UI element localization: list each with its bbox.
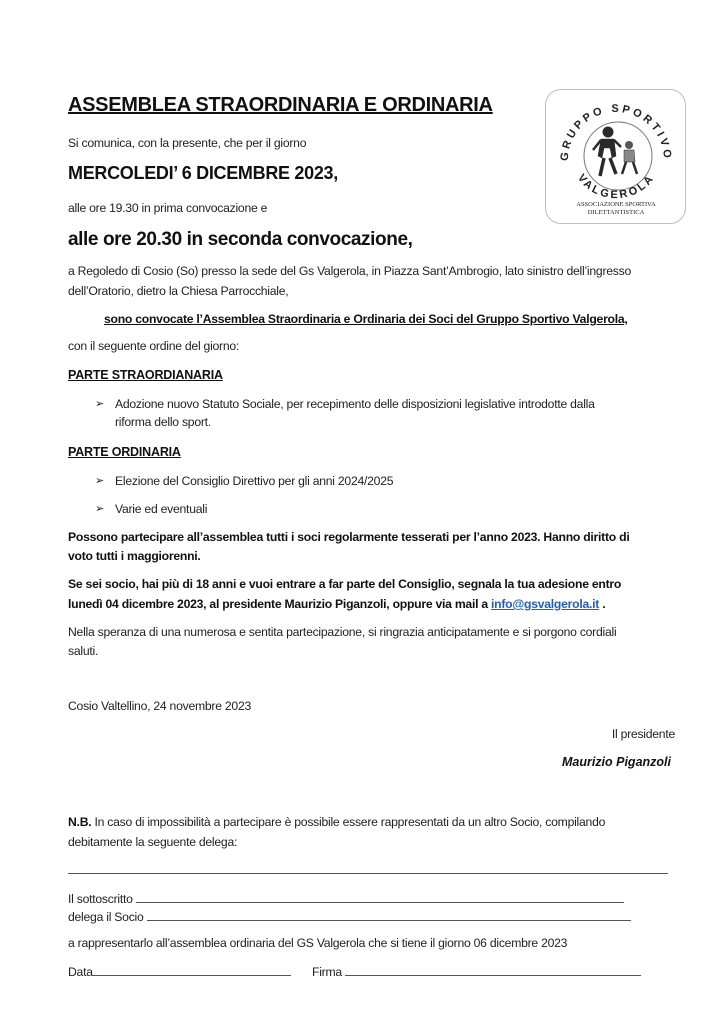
delegation-purpose: a rappresentarlo all’assemblea ordinaria del GS Valgerola che si tiene il giorno 06 dicembre 2023 <box>68 936 568 950</box>
separator-line <box>68 873 668 874</box>
agenda-item-misc: Varie ed eventuali <box>115 502 208 516</box>
agenda-item-statute-line-2: riforma dello sport. <box>115 415 211 429</box>
meeting-date: MERCOLEDI’ 6 DICEMBRE 2023, <box>68 163 338 183</box>
second-call-text: alle ore 20.30 in seconda convocazione, <box>68 229 413 250</box>
document-title: ASSEMBLEA STRAORDINARIA E ORDINARIA <box>68 94 493 116</box>
first-call-text: alle ore 19.30 in prima convocazione e <box>68 201 268 215</box>
signature-role: Il presidente <box>611 727 675 741</box>
nb-line-2: debitamente la seguente delega: <box>68 835 238 849</box>
arrow-bullet-icon: ➢ <box>95 475 105 487</box>
agenda-item-statute-line-1: Adozione nuovo Statuto Sociale, per recepimento delle disposizioni legislative introdotte dalla <box>115 397 595 411</box>
convocation-statement: sono convocate l’Assemblea Straordinaria e Ordinaria dei Soci del Gruppo Sportivo Valgerola, <box>104 312 628 326</box>
council-line-1: Se sei socio, hai più di 18 anni e vuoi entrare a far parte del Consiglio, segnala la tua adesione entro <box>68 577 622 591</box>
signature-label: Firma <box>312 965 342 979</box>
undersigned-label: Il sottoscritto <box>68 892 133 906</box>
logo-caption-line-2: DILETTANTISTICA <box>587 209 645 216</box>
signature-name: Maurizio Piganzoli <box>561 755 671 769</box>
email-link[interactable]: info@gsvalgerola.it <box>491 597 600 611</box>
signature-field[interactable] <box>345 964 641 976</box>
runners-icon <box>593 127 637 176</box>
nb-line-1 <box>68 815 605 829</box>
undersigned-field[interactable] <box>136 891 624 903</box>
closing-line-2: saluti. <box>68 644 99 658</box>
arrow-bullet-icon: ➢ <box>95 398 105 410</box>
date-row <box>68 964 291 979</box>
location-line-1: a Regoledo di Cosio (So) presso la sede del Gs Valgerola, in Piazza Sant’Ambrogio, lato sinistro dell’ingresso <box>68 264 631 278</box>
date-field[interactable] <box>93 964 291 976</box>
agenda-intro: con il seguente ordine del giorno: <box>68 339 240 353</box>
council-line-2-suffix: . <box>599 597 606 611</box>
section-heading-extraordinary: PARTE STRAORDIANARIA <box>68 368 223 382</box>
delegate-row <box>68 909 631 924</box>
location-line-2: dell’Oratorio, dietro la Chiesa Parrocchiale, <box>68 284 289 298</box>
arrow-bullet-icon: ➢ <box>95 503 105 515</box>
council-line-2 <box>68 597 605 611</box>
club-logo-graphic <box>546 90 687 225</box>
council-line-2-prefix: lunedì 04 dicembre 2023, al presidente Maurizio Piganzoli, oppure via mail a <box>68 597 492 611</box>
date-label: Data <box>68 965 93 979</box>
section-heading-ordinary: PARTE ORDINARIA <box>68 445 181 459</box>
logo-caption-line-1: ASSOCIAZIONE SPORTIVA <box>576 201 656 208</box>
participation-line-2: voto tutti i maggiorenni. <box>68 549 201 563</box>
signature-row <box>312 964 641 979</box>
place-and-date: Cosio Valtellino, 24 novembre 2023 <box>68 699 252 713</box>
undersigned-row <box>68 891 624 906</box>
delegate-field[interactable] <box>147 909 631 921</box>
logo-bottom-text: VALGEROLA <box>574 172 658 202</box>
club-logo <box>545 89 686 224</box>
delegate-label: delega il Socio <box>68 910 144 924</box>
nb-text: In caso di impossibilità a partecipare è possibile essere rappresentati da un altro Socio, compilando <box>91 815 606 829</box>
participation-line-1: Possono partecipare all’assemblea tutti i soci regolarmente tesserati per l’anno 2023. Hanno diritto di <box>68 530 630 544</box>
nb-label: N.B. <box>68 815 92 829</box>
intro-text: Si comunica, con la presente, che per il giorno <box>68 136 307 150</box>
agenda-item-election: Elezione del Consiglio Direttivo per gli anni 2024/2025 <box>115 474 394 488</box>
logo-top-text: GRUPPO SPORTIVO <box>558 102 674 162</box>
closing-line-1: Nella speranza di una numerosa e sentita partecipazione, si ringrazia anticipatamente e si porgono cordiali <box>68 625 617 639</box>
